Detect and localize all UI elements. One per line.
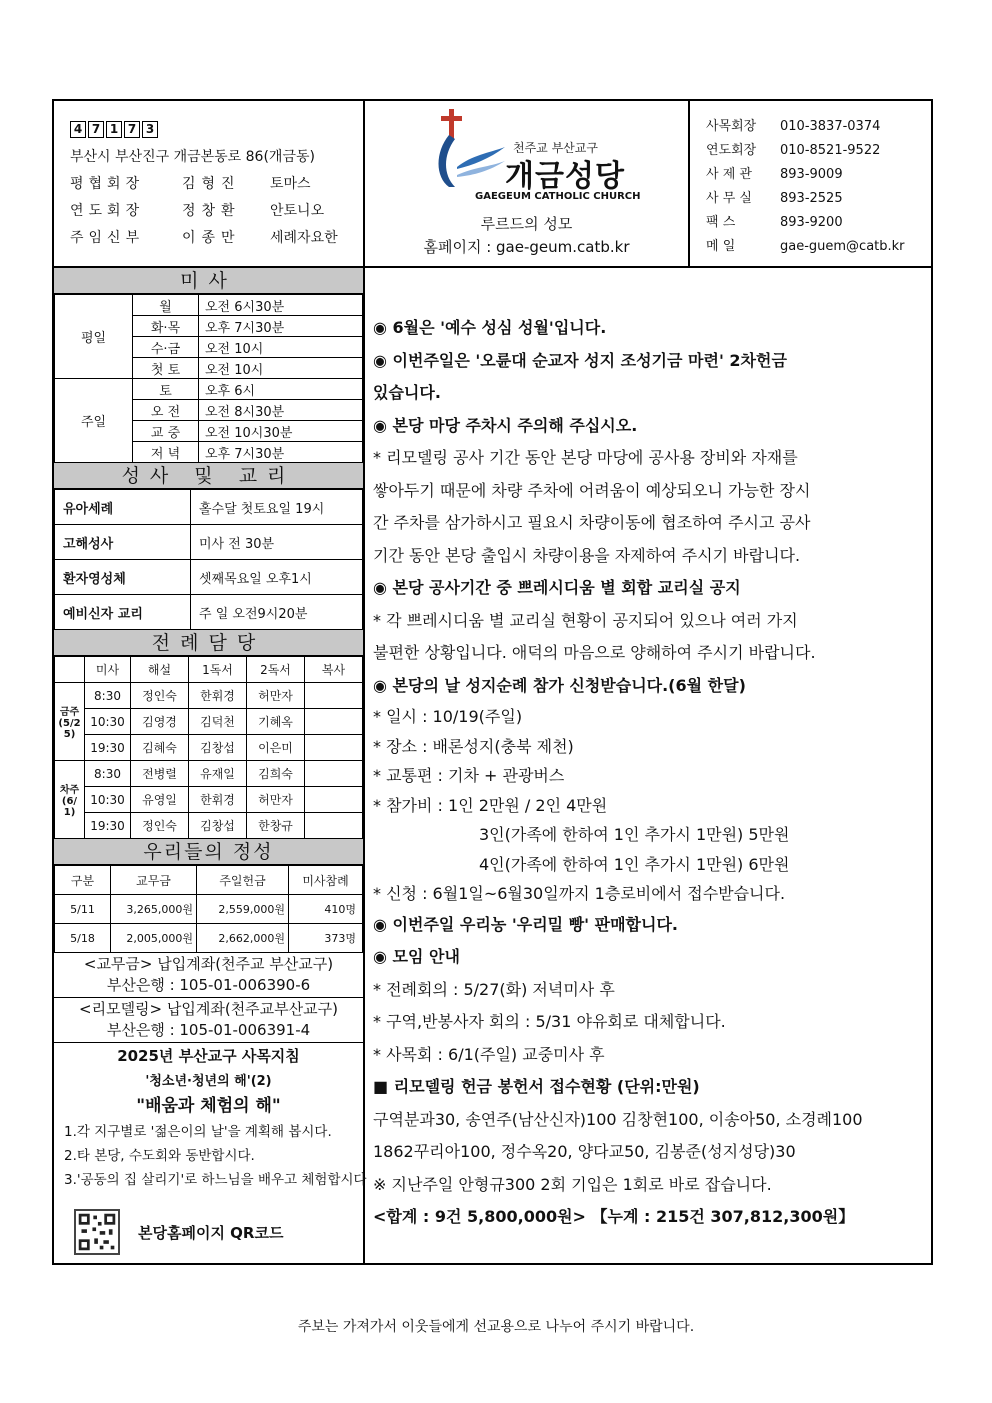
- cell: 김혜숙: [131, 735, 189, 761]
- contact-row: [706, 115, 931, 139]
- cell: 김영경: [131, 709, 189, 735]
- notice-line: * 사목회 : 6/1(주일) 교중미사 후: [373, 1044, 605, 1064]
- mass-cell: 19:30: [85, 735, 131, 761]
- staff-row: [70, 171, 363, 198]
- staff-role: 연도회장: [70, 203, 145, 219]
- notice-line: * 일시 : 10/19(주일): [373, 707, 523, 726]
- sunday-label: 주일: [55, 379, 133, 463]
- cell: 2,662,000원: [197, 924, 289, 953]
- table-row: [55, 657, 363, 683]
- notice-line: * 각 쁘레시디움 별 교리실 현황이 공지되어 있으나 여러 가지: [373, 610, 798, 630]
- account-title: <리모델링> 납입계좌(천주교부산교구): [79, 1000, 338, 1018]
- notice-line: ■ 리모델링 헌금 봉헌서 접수현황 (단위:만원): [373, 1077, 700, 1096]
- cell: 전병렬: [131, 761, 189, 787]
- table-row: [55, 895, 363, 924]
- pastoral-guideline: [54, 1043, 367, 1192]
- notice-line: * 장소 : 배론성지(충북 제천): [373, 736, 574, 756]
- staff-role: 평협회장: [70, 176, 145, 192]
- guideline-motto: "배움과 체험의 해": [136, 1096, 281, 1116]
- table-row: [55, 490, 363, 525]
- church-logo-block: [365, 101, 690, 268]
- cell: 한휘경: [189, 787, 247, 813]
- mass-schedule-table: [54, 294, 363, 463]
- notice-line: 1862꾸리아100, 정수옥20, 양다교50, 김봉준(성지성당)30: [373, 1142, 796, 1161]
- sacrament-name: 유아세례: [55, 490, 191, 525]
- address-block: [54, 101, 365, 268]
- table-row: [55, 379, 363, 400]
- contact-value: 893-9200: [780, 215, 843, 230]
- notice-line: * 리모델링 공사 기간 동안 본당 마당에 공사용 장비와 자재를: [373, 448, 798, 467]
- table-row: [55, 709, 363, 735]
- notice-line: ◉ 본당 마당 주차시 주의해 주십시오.: [373, 415, 638, 435]
- contact-label: 사목회장: [706, 119, 757, 134]
- mass-cell: 8:30: [85, 683, 131, 709]
- mass-cell: 19:30: [85, 813, 131, 839]
- account-box: [54, 998, 363, 1043]
- contact-label: 연도회장: [706, 143, 757, 158]
- homepage-url[interactable]: 홈페이지 : gae-geum.catb.kr: [423, 238, 630, 256]
- notice-line: * 참가비 : 1인 2만원 / 2인 4만원: [373, 795, 608, 815]
- church-emblem-icon: [427, 107, 507, 192]
- mass-section-title: 미사: [54, 268, 363, 294]
- diocese-label: 천주교 부산교구: [513, 141, 598, 155]
- notice-line: * 신청 : 6월1일~6월30일까지 1층로비에서 접수받습니다.: [373, 884, 786, 903]
- liturgy-section-title: 전례담당: [54, 630, 363, 656]
- left-column: [54, 268, 365, 1265]
- contact-row: [706, 187, 931, 211]
- staff-row: [70, 225, 363, 252]
- mass-time: 오후 7시30분: [199, 316, 363, 337]
- table-row: [55, 924, 363, 953]
- notice-line: ※ 지난주일 안형규300 2회 기입은 1회로 바로 잡습니다.: [373, 1174, 772, 1194]
- staff-role: 주임신부: [70, 230, 145, 246]
- mass-time: 오전 10시: [199, 358, 363, 379]
- contact-value: 893-2525: [780, 191, 843, 206]
- notice-line: 쌓아두기 때문에 차량 주차에 어려움이 예상되오니 가능한 장시: [373, 480, 811, 500]
- cell: 허만자: [247, 787, 305, 813]
- contacts-block: [690, 101, 931, 268]
- notice-line: ◉ 이번주일 우리농 '우리밀 빵' 판매합니다.: [373, 914, 678, 934]
- mass-time: 오전 8시30분: [199, 400, 363, 421]
- cell: 김덕천: [189, 709, 247, 735]
- cell: 한창규: [247, 813, 305, 839]
- mass-day: 오 전: [133, 400, 199, 421]
- zip-digit: 4: [70, 121, 86, 138]
- sacrament-time: 주 일 오전9시20분: [191, 595, 363, 630]
- contact-label: 팩 스: [706, 215, 736, 230]
- table-row: [55, 295, 363, 316]
- contact-value: 893-9009: [780, 167, 843, 182]
- notice-line: ◉ 이번주일은 '오륜대 순교자 성지 조성기금 마련' 2차헌금: [373, 350, 787, 370]
- table-row: [55, 560, 363, 595]
- mass-time: 오전 6시30분: [199, 295, 363, 316]
- account-box: [54, 953, 363, 998]
- cell: 2,005,000원: [111, 924, 197, 953]
- zip-code: [70, 121, 363, 138]
- cell: 김창섭: [189, 813, 247, 839]
- cell: 정인숙: [131, 813, 189, 839]
- mass-cell: 8:30: [85, 761, 131, 787]
- guideline-list: [54, 1120, 367, 1192]
- week-label: 금주(5/25): [55, 683, 85, 761]
- qr-section: [74, 1209, 283, 1255]
- staff-baptismal: 안토니오: [270, 203, 325, 219]
- cell: 2,559,000원: [197, 895, 289, 924]
- cell: 이은미: [247, 735, 305, 761]
- notice-line: 구역분과30, 송연주(남산신자)100 김창현100, 이송아50, 소경례100: [373, 1109, 863, 1129]
- notice-line: 있습니다.: [373, 383, 441, 402]
- church-name: 개금성당: [505, 159, 625, 194]
- mass-day: 저 녁: [133, 442, 199, 463]
- cell: 김창섭: [189, 735, 247, 761]
- notice-line: ◉ 모임 안내: [373, 947, 460, 966]
- bulletin-frame: [52, 99, 933, 1265]
- column-header: 복사: [305, 657, 363, 683]
- cell: [305, 761, 363, 787]
- staff-name: 이종만: [182, 230, 241, 246]
- table-row: [55, 525, 363, 560]
- notice-line: ◉ 본당의 날 성지순례 참가 신청받습니다.(6월 한달): [373, 675, 746, 695]
- notice-line: 4인(가족에 한하여 1인 추가시 1만원) 6만원: [479, 854, 790, 874]
- cell: 410명: [289, 895, 363, 924]
- column-header: 2독서: [247, 657, 305, 683]
- guideline-title: 2025년 부산교구 사목지침: [117, 1047, 300, 1065]
- cell: 유영일: [131, 787, 189, 813]
- contact-value[interactable]: gae-guem@catb.kr: [780, 239, 905, 254]
- contact-label: 사 무 실: [706, 191, 752, 206]
- staff-name: 정창환: [182, 203, 241, 219]
- sacrament-name: 환자영성체: [55, 560, 191, 595]
- list-item: 3.'공동의 집 살리기'로 하느님을 배우고 체험합시다: [64, 1172, 367, 1188]
- mass-day: 교 중: [133, 421, 199, 442]
- donation-table: [54, 865, 363, 953]
- zip-digit: 3: [142, 121, 158, 138]
- sacrament-time: 미사 전 30분: [191, 525, 363, 560]
- zip-digit: 7: [124, 121, 140, 138]
- cell: 김희숙: [247, 761, 305, 787]
- account-title: <교무금> 납입계좌(천주교 부산교구): [83, 955, 334, 973]
- column-header: 1독서: [189, 657, 247, 683]
- cell: 유재일: [189, 761, 247, 787]
- notice-line: * 구역,반봉사자 회의 : 5/31 야유회로 대체합니다.: [373, 1012, 726, 1031]
- notice-line: 불편한 상황입니다. 애덕의 마음으로 양해하여 주시기 바랍니다.: [373, 643, 816, 662]
- address-text: 부산시 부산진구 개금본동로 86(개금동): [70, 149, 315, 165]
- sacrament-time: 셋째목요일 오후1시: [191, 560, 363, 595]
- contact-value: 010-3837-0374: [780, 119, 881, 134]
- contact-row: [706, 163, 931, 187]
- table-row: [55, 813, 363, 839]
- table-row: [55, 595, 363, 630]
- qr-code-icon[interactable]: [74, 1209, 120, 1255]
- notice-line: * 교통편 : 기차 + 관광버스: [373, 766, 565, 785]
- contact-row: [706, 139, 931, 163]
- cell: 3,265,000원: [111, 895, 197, 924]
- footer-note: 주보는 가져가서 이웃들에게 선교용으로 나누어 주시기 바랍니다.: [297, 1319, 695, 1335]
- mass-day: 토: [133, 379, 199, 400]
- mass-time: 오후 6시: [199, 379, 363, 400]
- table-row: [55, 683, 363, 709]
- liturgy-table: [54, 656, 363, 839]
- sacrament-name: 고해성사: [55, 525, 191, 560]
- cell: 5/18: [55, 924, 111, 953]
- mass-time: 오후 7시30분: [199, 442, 363, 463]
- notice-line: <합계 : 9건 5,800,000원> 【누계 : 215건 307,812,300원】: [373, 1207, 855, 1226]
- sacrament-section-title: 성사 및 교리: [54, 463, 363, 489]
- zip-digit: 7: [88, 121, 104, 138]
- notice-line: 기간 동안 본당 출입시 차량이용을 자제하여 주시기 바랍니다.: [373, 545, 801, 565]
- mass-time: 오전 10시30분: [199, 421, 363, 442]
- column-header: 미사: [85, 657, 131, 683]
- cell: 373명: [289, 924, 363, 953]
- qr-label: 본당홈페이지 QR코드: [138, 1223, 284, 1242]
- notice-list: [373, 312, 931, 1234]
- cell: 5/11: [55, 895, 111, 924]
- zip-digit: 1: [106, 121, 122, 138]
- table-row: [55, 866, 363, 895]
- account-number: 부산은행 : 105-01-006390-6: [106, 976, 311, 994]
- table-row: [55, 735, 363, 761]
- list-item: 2.타 본당, 수도회와 동반합시다.: [64, 1148, 255, 1164]
- list-item: 1.각 지구별로 '젊은이의 날'을 계획해 봅시다.: [64, 1124, 332, 1140]
- cell: [305, 683, 363, 709]
- cell: [305, 787, 363, 813]
- header: [54, 101, 931, 268]
- mass-day: 수·금: [133, 337, 199, 358]
- cell: [305, 709, 363, 735]
- contact-value: 010-8521-9522: [780, 143, 881, 158]
- sacrament-time: 홀수달 첫토요일 19시: [191, 490, 363, 525]
- week-label: 차주(6/1): [55, 761, 85, 839]
- cell: [305, 813, 363, 839]
- table-row: [55, 787, 363, 813]
- sacrament-name: 예비신자 교리: [55, 595, 191, 630]
- cell: 허만자: [247, 683, 305, 709]
- contact-label: 사 제 관: [706, 167, 752, 182]
- cell: 정인숙: [131, 683, 189, 709]
- mass-day: 첫 토: [133, 358, 199, 379]
- staff-baptismal: 토마스: [270, 176, 311, 192]
- column-header: 미사참례: [289, 866, 363, 895]
- staff-baptismal: 세례자요한: [270, 230, 338, 246]
- church-english-name: GAEGEUM CATHOLIC CHURCH: [475, 191, 641, 202]
- cell: 기혜옥: [247, 709, 305, 735]
- weekday-label: 평일: [55, 295, 133, 379]
- column-header: 구분: [55, 866, 111, 895]
- account-number: 부산은행 : 105-01-006391-4: [106, 1021, 311, 1039]
- staff-row: [70, 198, 363, 225]
- table-row: [55, 761, 363, 787]
- column-header: 교무금: [111, 866, 197, 895]
- mass-day: 화·목: [133, 316, 199, 337]
- notice-line: 간 주차를 삼가하시고 필요시 차량이동에 협조하여 주시고 공사: [373, 513, 811, 532]
- contact-row: [706, 235, 931, 259]
- donation-section-title: 우리들의 정성: [54, 839, 363, 865]
- column-header: 주일헌금: [197, 866, 289, 895]
- sacrament-table: [54, 489, 363, 630]
- mass-day: 월: [133, 295, 199, 316]
- cell: 한휘경: [189, 683, 247, 709]
- cell: [305, 735, 363, 761]
- notice-line: 3인(가족에 한하여 1인 추가시 1만원) 5만원: [479, 825, 790, 844]
- contact-label: 메 일: [706, 239, 736, 254]
- mass-time: 오전 10시: [199, 337, 363, 358]
- notices-column: [365, 268, 931, 1265]
- mass-cell: 10:30: [85, 709, 131, 735]
- notice-line: ◉ 본당 공사기간 중 쁘레시디움 별 회합 교리실 공지: [373, 578, 741, 597]
- contact-row: [706, 211, 931, 235]
- staff-name: 김형진: [182, 176, 241, 192]
- patron-saint: 루르드의 성모: [480, 215, 573, 233]
- mass-cell: 10:30: [85, 787, 131, 813]
- notice-line: * 전례회의 : 5/27(화) 저녁미사 후: [373, 979, 615, 999]
- guideline-subtitle: '청소년·청년의 해'(2): [145, 1074, 272, 1089]
- column-header: 해설: [131, 657, 189, 683]
- notice-line: ◉ 6월은 '예수 성심 성월'입니다.: [373, 318, 607, 337]
